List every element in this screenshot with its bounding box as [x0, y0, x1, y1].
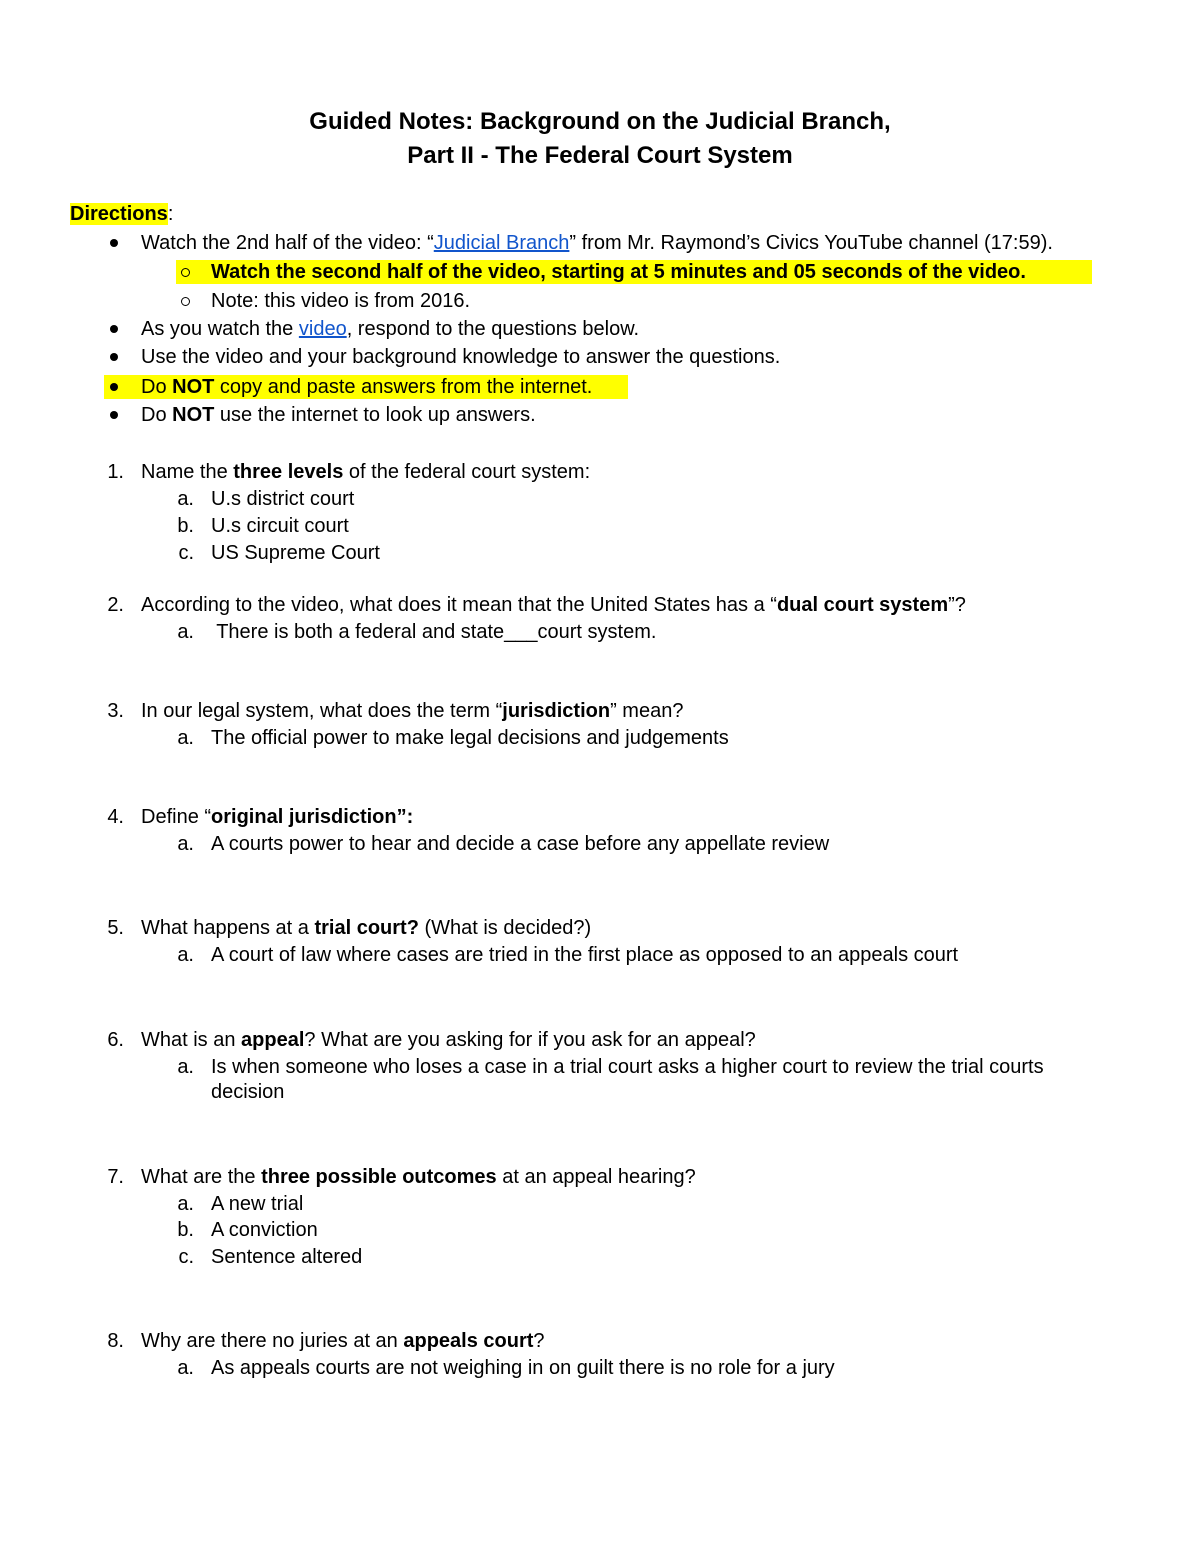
- answer-letter: a.: [177, 833, 194, 855]
- question-2: According to the video, what does it mean that the United States has a “dual court system”?: [141, 594, 966, 616]
- question-4: Define “original jurisdiction”:: [141, 806, 414, 828]
- answer-letter: c.: [178, 542, 194, 564]
- question-number: 4.: [107, 806, 124, 828]
- question-5: What happens at a trial court? (What is decided?): [141, 917, 592, 939]
- answer-4a: A courts power to hear and decide a case before any appellate review: [211, 833, 830, 855]
- answer-2a: There is both a federal and state___court system.: [211, 621, 657, 643]
- directions-item-respond: As you watch the video, respond to the questions below.: [141, 318, 640, 340]
- answer-letter: a.: [177, 944, 194, 966]
- answer-7c: Sentence altered: [211, 1246, 363, 1268]
- directions-subitem-note: Note: this video is from 2016.: [211, 290, 471, 312]
- answer-8a: As appeals courts are not weighing in on guilt there is no role for a jury: [211, 1357, 835, 1379]
- question-6: What is an appeal? What are you asking for if you ask for an appeal?: [141, 1029, 756, 1051]
- answer-1b: U.s circuit court: [211, 515, 349, 537]
- answer-7a: A new trial: [211, 1193, 304, 1215]
- answer-letter: a.: [177, 727, 194, 749]
- answer-7b: A conviction: [211, 1219, 318, 1241]
- directions-item-no-copy: Do NOT copy and paste answers from the internet.: [141, 376, 593, 398]
- answer-6a: Is when someone who loses a case in a trial court asks a higher court to review the trial courts: [211, 1056, 1044, 1078]
- judicial-branch-link[interactable]: Judicial Branch: [433, 232, 570, 254]
- answer-3a: The official power to make legal decisions and judgements: [211, 727, 729, 749]
- question-number: 1.: [107, 461, 124, 483]
- bullet-icon: [110, 239, 118, 247]
- answer-letter: a.: [177, 488, 194, 510]
- answer-1c: US Supreme Court: [211, 542, 380, 564]
- answer-letter: c.: [178, 1246, 194, 1268]
- sub-bullet-icon: [181, 297, 190, 306]
- answer-letter: a.: [177, 1056, 194, 1078]
- video-link[interactable]: video: [298, 318, 347, 340]
- question-number: 8.: [107, 1330, 124, 1352]
- answer-6a-continued: decision: [211, 1081, 285, 1103]
- sub-bullet-icon: [181, 268, 190, 277]
- page-subtitle: Part II - The Federal Court System: [407, 142, 793, 169]
- question-number: 5.: [107, 917, 124, 939]
- answer-letter: b.: [177, 515, 194, 537]
- page-title: Guided Notes: Background on the Judicial Branch,: [309, 108, 891, 135]
- bullet-icon: [110, 411, 118, 419]
- question-number: 6.: [107, 1029, 124, 1051]
- answer-1a: U.s district court: [211, 488, 355, 510]
- directions-item-knowledge: Use the video and your background knowledge to answer the questions.: [141, 346, 781, 368]
- question-7: What are the three possible outcomes at an appeal hearing?: [141, 1166, 696, 1188]
- question-number: 3.: [107, 700, 124, 722]
- question-number: 7.: [107, 1166, 124, 1188]
- answer-letter: a.: [177, 1193, 194, 1215]
- question-1: Name the three levels of the federal court system:: [141, 461, 591, 483]
- bullet-icon: [110, 383, 118, 391]
- answer-letter: a.: [177, 621, 194, 643]
- bullet-icon: [110, 325, 118, 333]
- answer-letter: b.: [177, 1219, 194, 1241]
- directions-item-no-internet: Do NOT use the internet to look up answers.: [141, 404, 536, 426]
- bullet-icon: [110, 353, 118, 361]
- question-3: In our legal system, what does the term “jurisdiction” mean?: [141, 700, 684, 722]
- answer-5a: A court of law where cases are tried in the first place as opposed to an appeals court: [211, 944, 959, 966]
- directions-subitem-start-time: Watch the second half of the video, starting at 5 minutes and 05 seconds of the video.: [211, 261, 1026, 283]
- answer-letter: a.: [177, 1357, 194, 1379]
- question-number: 2.: [107, 594, 124, 616]
- directions-heading: Directions:: [70, 203, 174, 225]
- question-8: Why are there no juries at an appeals court?: [141, 1330, 545, 1352]
- directions-item-watch: Watch the 2nd half of the video: “Judicial Branch” from Mr. Raymond’s Civics YouTube channel (17:59).: [141, 232, 1053, 254]
